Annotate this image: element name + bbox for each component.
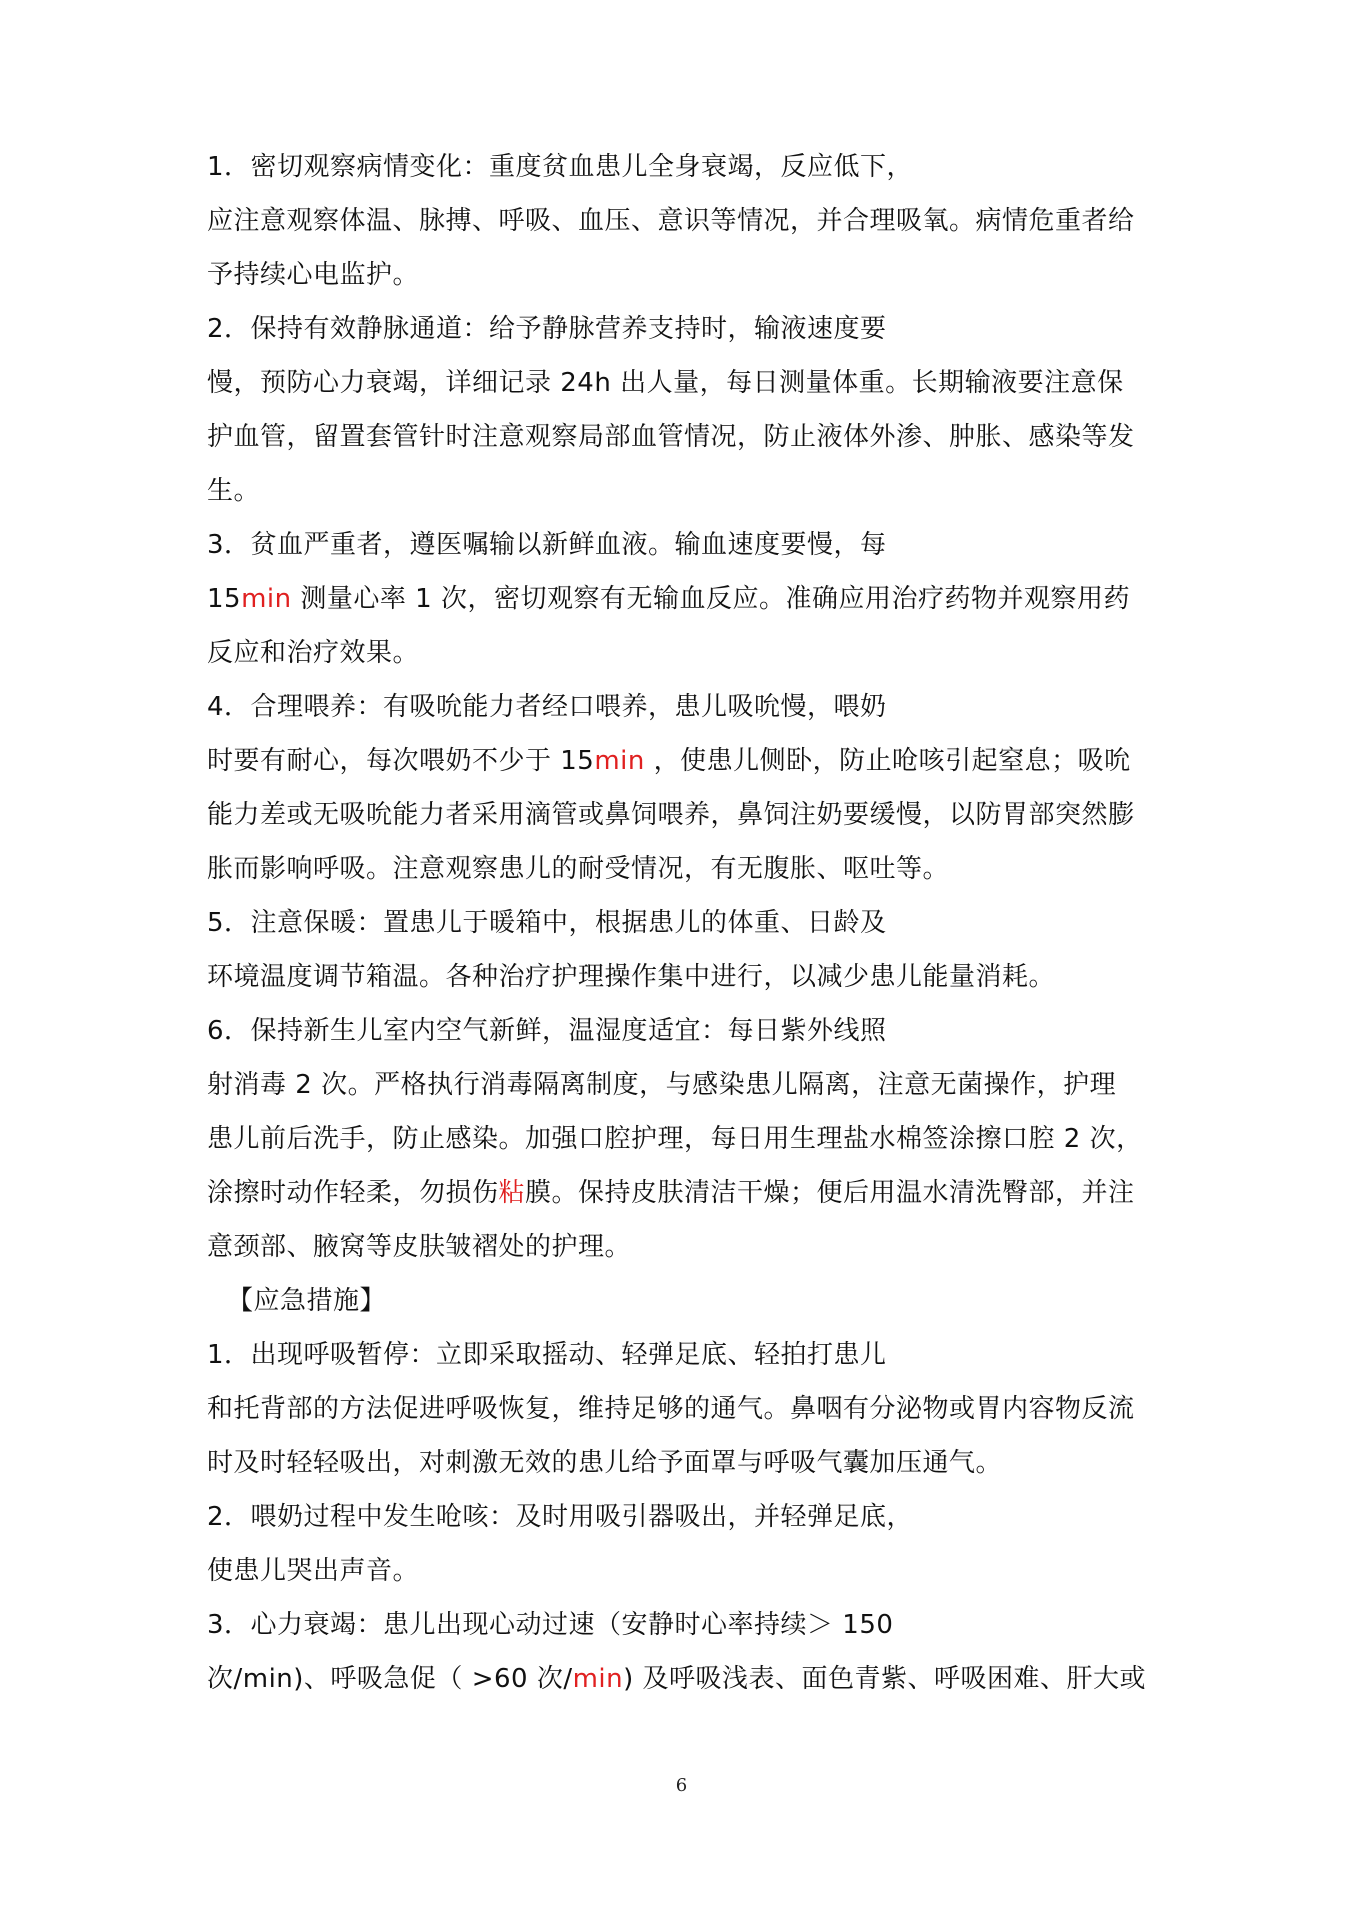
text-line: [207, 1544, 1167, 1598]
text-line: [207, 1112, 1167, 1166]
text-span: 患儿前后洗手，防止感染。加强口腔护理，每日用生理盐水棉签涂擦口腔 2 次，: [207, 1124, 1143, 1154]
text-span: 时及时轻轻吸出，对刺激无效的患儿给予面罩与呼吸气囊加压通气。: [207, 1448, 1003, 1478]
text-line: [207, 248, 1167, 302]
text-line: [207, 1652, 1167, 1706]
text-line: [207, 1382, 1167, 1436]
text-span: 1．出现呼吸暂停：立即采取摇动、轻弹足底、轻拍打患儿: [207, 1340, 887, 1370]
text-span: ) 及呼吸浅表、面色青紫、呼吸困难、肝大或: [623, 1664, 1147, 1694]
text-span: 15: [207, 584, 242, 614]
text-line: [207, 1058, 1167, 1112]
text-span: 4．合理喂养：有吸吮能力者经口喂养，患儿吸吮慢，喂奶: [207, 692, 887, 722]
text-line: [207, 788, 1167, 842]
text-span: 1．密切观察病情变化：重度贫血患儿全身衰竭，反应低下，: [207, 152, 914, 182]
text-span: 测量心率 1 次，密切观察有无输血反应。准确应用治疗药物并观察用药: [291, 584, 1130, 614]
document-body: [207, 140, 1167, 1706]
text-line: [207, 356, 1167, 410]
text-span: 意颈部、腋窝等皮肤皱褶处的护理。: [207, 1232, 632, 1262]
text-span: 涂擦时动作轻柔，勿损伤: [207, 1178, 499, 1208]
text-line: [207, 1004, 1167, 1058]
text-line: [207, 842, 1167, 896]
highlighted-unit: min: [241, 584, 292, 614]
text-span: 和托背部的方法促进呼吸恢复，维持足够的通气。鼻咽有分泌物或胃内容物反流: [207, 1394, 1135, 1424]
text-line: [207, 1436, 1167, 1490]
text-line: [207, 1220, 1167, 1274]
text-line: [207, 626, 1167, 680]
text-line: [207, 464, 1167, 518]
section-heading-emergency: [207, 1274, 1167, 1328]
text-line: [207, 896, 1167, 950]
text-span: 予持续心电监护。: [207, 260, 420, 290]
text-span: 护血管，留置套管针时注意观察局部血管情况，防止液体外渗、肿胀、感染等发: [207, 422, 1135, 452]
page-number: 6: [675, 1775, 688, 1796]
text-line: [207, 140, 1167, 194]
text-span: ，使患儿侧卧，防止呛咳引起窒息；吸吮: [644, 746, 1131, 776]
text-span: 反应和治疗效果。: [207, 638, 420, 668]
text-span: 能力差或无吸吮能力者采用滴管或鼻饲喂养，鼻饲注奶要缓慢，以防胃部突然膨: [207, 800, 1135, 830]
text-line: [207, 302, 1167, 356]
text-span: 生。: [207, 476, 261, 506]
text-line: [207, 734, 1167, 788]
text-span: 2．喂奶过程中发生呛咳：及时用吸引器吸出，并轻弹足底，: [207, 1502, 914, 1532]
text-line: [207, 1166, 1167, 1220]
highlighted-unit: min: [572, 1664, 624, 1694]
text-line: [207, 572, 1167, 626]
text-line: [207, 1598, 1167, 1652]
text-span: 膜。保持皮肤清洁干燥；便后用温水清洗臀部，并注: [525, 1178, 1135, 1208]
text-line: [207, 950, 1167, 1004]
text-span: 5．注意保暖：置患儿于暖箱中，根据患儿的体重、日龄及: [207, 908, 887, 938]
text-span: 次/min)、呼吸急促（ >60 次/: [207, 1664, 573, 1694]
text-span: 环境温度调节箱温。各种治疗护理操作集中进行，以减少患儿能量消耗。: [207, 962, 1056, 992]
text-line: [207, 680, 1167, 734]
text-line: [207, 1328, 1167, 1382]
text-span: 3．贫血严重者，遵医嘱输以新鲜血液。输血速度要慢，每: [207, 530, 887, 560]
text-span: 2．保持有效静脉通道：给予静脉营养支持时，输液速度要: [207, 314, 887, 344]
text-span: 使患儿哭出声音。: [207, 1556, 420, 1586]
text-line: [207, 194, 1167, 248]
text-span: 3．心力衰竭：患儿出现心动过速（安静时心率持续＞ 150: [207, 1610, 894, 1640]
text-span: 应注意观察体温、脉搏、呼吸、血压、意识等情况，并合理吸氧。病情危重者给: [207, 206, 1135, 236]
highlighted-unit: min: [594, 746, 645, 776]
text-span: 时要有耐心，每次喂奶不少于 15: [207, 746, 595, 776]
text-line: [207, 518, 1167, 572]
highlighted-character: 粘: [498, 1178, 526, 1208]
text-span: 射消毒 2 次。严格执行消毒隔离制度，与感染患儿隔离，注意无菌操作，护理: [207, 1070, 1117, 1100]
text-line: [207, 410, 1167, 464]
text-span: 胀而影响呼吸。注意观察患儿的耐受情况，有无腹胀、呕吐等。: [207, 854, 950, 884]
text-line: [207, 1490, 1167, 1544]
text-span: 慢，预防心力衰竭，详细记录 24h 出人量，每日测量体重。长期输液要注意保: [207, 368, 1124, 398]
text-span: 6．保持新生儿室内空气新鲜，温湿度适宜：每日紫外线照: [207, 1016, 887, 1046]
section-heading-text: 【应急措施】: [227, 1286, 387, 1316]
